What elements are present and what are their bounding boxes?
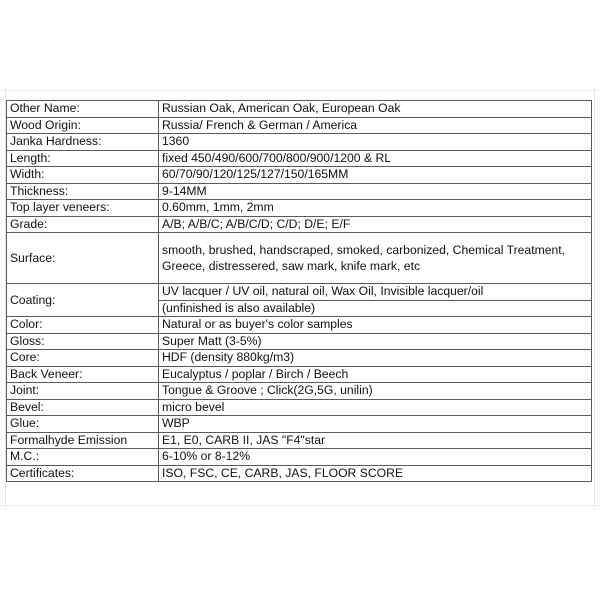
row-value: ISO, FSC, CE, CARB, JAS, FLOOR SCORE (159, 465, 592, 482)
row-value: Natural or as buyer's color samples (159, 317, 592, 334)
row-value: 1360 (159, 134, 592, 151)
table-row (7, 350, 592, 367)
row-label: Coating: (7, 284, 159, 317)
row-label: Color: (7, 317, 159, 334)
sheet-gridline (594, 88, 595, 508)
table-row (7, 167, 592, 184)
row-value: 60/70/90/120/125/127/150/165MM (159, 167, 592, 184)
table-row (7, 366, 592, 383)
row-value: Super Matt (3-5%) (159, 333, 592, 350)
row-label: Wood Origin: (7, 117, 159, 134)
row-value: HDF (density 880kg/m3) (159, 350, 592, 367)
row-value: A/B; A/B/C; A/B/C/D; C/D; D/E; E/F (159, 216, 592, 233)
row-label: Grade: (7, 216, 159, 233)
table-row (7, 284, 592, 301)
row-value: 6-10% or 8-12% (159, 449, 592, 466)
table-row (7, 117, 592, 134)
row-label: Top layer veneers: (7, 200, 159, 217)
row-label: Core: (7, 350, 159, 367)
table-row (7, 216, 592, 233)
row-value: Eucalyptus / poplar / Birch / Beech (159, 366, 592, 383)
table-row (7, 150, 592, 167)
table-row (7, 183, 592, 200)
row-label: Glue: (7, 416, 159, 433)
row-value: E1, E0, CARB II, JAS "F4"star (159, 432, 592, 449)
product-spec-table (6, 100, 592, 482)
row-label: Back Veneer: (7, 366, 159, 383)
table-row (7, 134, 592, 151)
table-row (7, 233, 592, 284)
row-label: Surface: (7, 233, 159, 284)
row-label: Certificates: (7, 465, 159, 482)
row-label: Bevel: (7, 399, 159, 416)
row-label: Length: (7, 150, 159, 167)
table-row (7, 465, 592, 482)
row-label: Thickness: (7, 183, 159, 200)
table-row (7, 333, 592, 350)
row-value: 0.60mm, 1mm, 2mm (159, 200, 592, 217)
table-row (7, 383, 592, 400)
row-value: Russia/ French & German / America (159, 117, 592, 134)
row-label: Gloss: (7, 333, 159, 350)
row-value: 9-14MM (159, 183, 592, 200)
table-row (7, 317, 592, 334)
row-label: Formalhyde Emission (7, 432, 159, 449)
table-row (7, 432, 592, 449)
row-label: M.C.: (7, 449, 159, 466)
row-label: Janka Hardness: (7, 134, 159, 151)
table-row (7, 101, 592, 118)
row-value: Tongue & Groove ; Click(2G,5G, unilin) (159, 383, 592, 400)
row-label: Width: (7, 167, 159, 184)
table-row (7, 449, 592, 466)
row-value: UV lacquer / UV oil, natural oil, Wax Oil, Invisible lacquer/oil (159, 284, 592, 301)
sheet-gridline (0, 505, 600, 506)
table-row (7, 416, 592, 433)
row-value: fixed 450/490/600/700/800/900/1200 & RL (159, 150, 592, 167)
table-row (7, 399, 592, 416)
row-value: micro bevel (159, 399, 592, 416)
row-value-continued: (unfinished is also available) (159, 300, 592, 317)
row-label: Joint: (7, 383, 159, 400)
row-value: Russian Oak, American Oak, European Oak (159, 101, 592, 118)
row-value: WBP (159, 416, 592, 433)
sheet-gridline (0, 90, 600, 91)
row-label: Other Name: (7, 101, 159, 118)
row-value: smooth, brushed, handscraped, smoked, carbonized, Chemical Treatment, Greece, distressered, saw mark, knife mark, etc (159, 233, 592, 284)
table-row (7, 200, 592, 217)
